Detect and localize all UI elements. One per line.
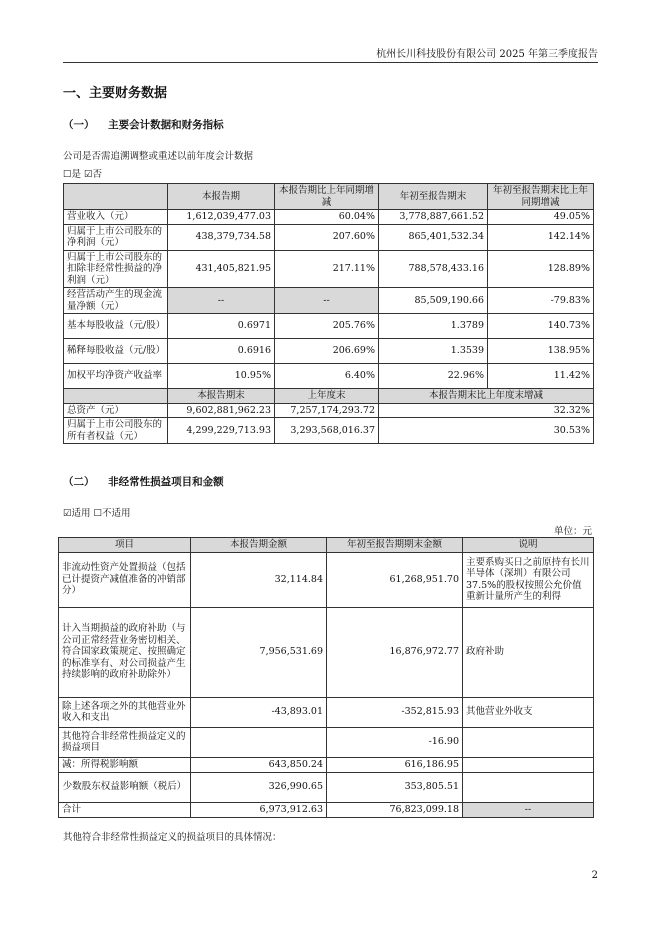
row-label: 合计 xyxy=(59,802,191,817)
row-label: 基本每股收益（元/股） xyxy=(64,314,168,339)
cell: 7,956,531.69 xyxy=(191,607,327,697)
cell xyxy=(191,727,327,757)
cell: 138.95% xyxy=(488,339,594,364)
cell: -- xyxy=(168,288,275,314)
subsection-2-heading xyxy=(63,474,224,489)
unit-label: 单位：元 xyxy=(553,526,592,537)
cell: -43,893.01 xyxy=(191,697,327,727)
cell: 206.69% xyxy=(275,339,379,364)
cell: 11.42% xyxy=(488,364,594,389)
row-label: 加权平均净资产收益率 xyxy=(64,364,168,389)
table-row xyxy=(64,210,594,225)
cell: 1,612,039,477.03 xyxy=(168,210,275,225)
cell: 61,268,951.70 xyxy=(327,552,463,607)
cell: 60.04% xyxy=(275,210,379,225)
header-cell: 说明 xyxy=(463,538,594,553)
cell: 10.95% xyxy=(168,364,275,389)
subsection-2-number: （二） xyxy=(63,476,95,488)
cell-note: 主要系购买日之前原持有长川半导体（深圳）有限公司37.5%的股权按照公允价值重新计量所产生的利得 xyxy=(463,552,594,607)
row-label: 减：所得税影响额 xyxy=(59,757,191,772)
header-cell xyxy=(64,389,168,404)
row-label: 总资产（元） xyxy=(64,403,168,418)
cell: 128.89% xyxy=(488,250,594,288)
table-total-row xyxy=(59,802,594,817)
key-financial-data-table xyxy=(63,183,594,444)
cell: 207.60% xyxy=(275,224,379,250)
header-rule xyxy=(63,62,598,63)
table-row xyxy=(59,697,594,727)
row-label: 营业收入（元） xyxy=(64,210,168,225)
header-cell: 年初至报告期末比上年同期增减 xyxy=(488,184,594,210)
subsection-2-title: 非经常性损益项目和金额 xyxy=(108,476,224,488)
table-row xyxy=(59,727,594,757)
page-number: 2 xyxy=(591,870,598,881)
footer-note: 其他符合非经常性损益定义的损益项目的具体情况： xyxy=(63,832,282,843)
cell: 76,823,099.18 xyxy=(327,802,463,817)
table-row xyxy=(59,757,594,772)
header-cell: 本报告期金额 xyxy=(191,538,327,553)
subsection-1-title: 主要会计数据和财务指标 xyxy=(108,119,224,131)
cell: 3,778,887,661.52 xyxy=(379,210,488,225)
cell: 0.6916 xyxy=(168,339,275,364)
cell-note xyxy=(463,757,594,772)
cell: 353,805.51 xyxy=(327,772,463,802)
table-header-row xyxy=(59,538,594,553)
row-label: 计入当期损益的政府补助（与公司正常经营业务密切相关、符合国家政策规定、按照确定的标准享有、对公司损益产生持续影响的政府补助除外） xyxy=(59,607,191,697)
table-row xyxy=(64,250,594,288)
row-label: 归属于上市公司股东的所有者权益（元） xyxy=(64,418,168,444)
header-cell: 年初至报告期末 xyxy=(379,184,488,210)
table-row xyxy=(64,418,594,444)
table-row xyxy=(64,288,594,314)
cell: 6,973,912.63 xyxy=(191,802,327,817)
row-label: 非流动性资产处置损益（包括已计提资产减值准备的冲销部分） xyxy=(59,552,191,607)
cell-note: 政府补助 xyxy=(463,607,594,697)
cell: 4,299,229,713.93 xyxy=(168,418,275,444)
cell: 16,876,972.77 xyxy=(327,607,463,697)
row-label: 经营活动产生的现金流量净额（元） xyxy=(64,288,168,314)
cell: 32.32% xyxy=(379,403,594,418)
cell: -- xyxy=(275,288,379,314)
running-header: 杭州长川科技股份有限公司 2025 年第三季度报告 xyxy=(376,49,598,60)
table-row xyxy=(64,364,594,389)
retro-adjust-question: 公司是否需追溯调整或重述以前年度会计数据 xyxy=(63,151,254,162)
header-cell: 本报告期末比上年度末增减 xyxy=(379,389,594,404)
cell: 1.3539 xyxy=(379,339,488,364)
table-header-row xyxy=(64,184,594,210)
cell: 85,509,190.66 xyxy=(379,288,488,314)
cell: 32,114.84 xyxy=(191,552,327,607)
cell-note xyxy=(463,727,594,757)
cell: 9,602,881,962.23 xyxy=(168,403,275,418)
cell: 326,990.65 xyxy=(191,772,327,802)
table-row xyxy=(59,552,594,607)
cell: 7,257,174,293.72 xyxy=(275,403,379,418)
cell: -79.83% xyxy=(488,288,594,314)
row-label: 稀释每股收益（元/股） xyxy=(64,339,168,364)
cell: -352,815.93 xyxy=(327,697,463,727)
cell: 0.6971 xyxy=(168,314,275,339)
cell: 22.96% xyxy=(379,364,488,389)
non-recurring-items-table xyxy=(58,537,594,818)
header-cell: 年初至报告期期末金额 xyxy=(327,538,463,553)
row-label: 其他符合非经常性损益定义的损益项目 xyxy=(59,727,191,757)
table-row xyxy=(59,772,594,802)
header-cell: 上年度末 xyxy=(275,389,379,404)
cell: 6.40% xyxy=(275,364,379,389)
cell-note: -- xyxy=(463,802,594,817)
header-cell: 本报告期比上年同期增减 xyxy=(275,184,379,210)
table-header-row-2 xyxy=(64,389,594,404)
cell: 788,578,433.16 xyxy=(379,250,488,288)
cell: 30.53% xyxy=(379,418,594,444)
cell: 142.14% xyxy=(488,224,594,250)
cell: 431,405,821.95 xyxy=(168,250,275,288)
header-cell: 本报告期 xyxy=(168,184,275,210)
retro-adjust-checkbox: ☐是 ☑否 xyxy=(63,169,103,180)
cell: 438,379,734.58 xyxy=(168,224,275,250)
cell: 217.11% xyxy=(275,250,379,288)
table-row xyxy=(64,224,594,250)
applicable-checkbox: ☑适用 ☐不适用 xyxy=(63,508,131,519)
row-label: 归属于上市公司股东的净利润（元） xyxy=(64,224,168,250)
table-row xyxy=(64,314,594,339)
cell: -16.90 xyxy=(327,727,463,757)
table-row xyxy=(64,403,594,418)
cell: 1.3789 xyxy=(379,314,488,339)
cell-note: 其他营业外收支 xyxy=(463,697,594,727)
subsection-1-heading xyxy=(63,117,224,132)
header-cell xyxy=(64,184,168,210)
header-cell: 本报告期末 xyxy=(168,389,275,404)
cell: 49.05% xyxy=(488,210,594,225)
table-row xyxy=(64,339,594,364)
row-label: 归属于上市公司股东的扣除非经常性损益的净利润（元） xyxy=(64,250,168,288)
cell: 3,293,568,016.37 xyxy=(275,418,379,444)
table-row xyxy=(59,607,594,697)
cell: 205.76% xyxy=(275,314,379,339)
cell-note xyxy=(463,772,594,802)
cell: 140.73% xyxy=(488,314,594,339)
cell: 616,186.95 xyxy=(327,757,463,772)
row-label: 少数股东权益影响额（税后） xyxy=(59,772,191,802)
header-cell: 项目 xyxy=(59,538,191,553)
subsection-1-number: （一） xyxy=(63,119,95,131)
cell: 865,401,532.34 xyxy=(379,224,488,250)
row-label: 除上述各项之外的其他营业外收入和支出 xyxy=(59,697,191,727)
cell: 643,850.24 xyxy=(191,757,327,772)
section-title: 一、主要财务数据 xyxy=(63,86,168,101)
